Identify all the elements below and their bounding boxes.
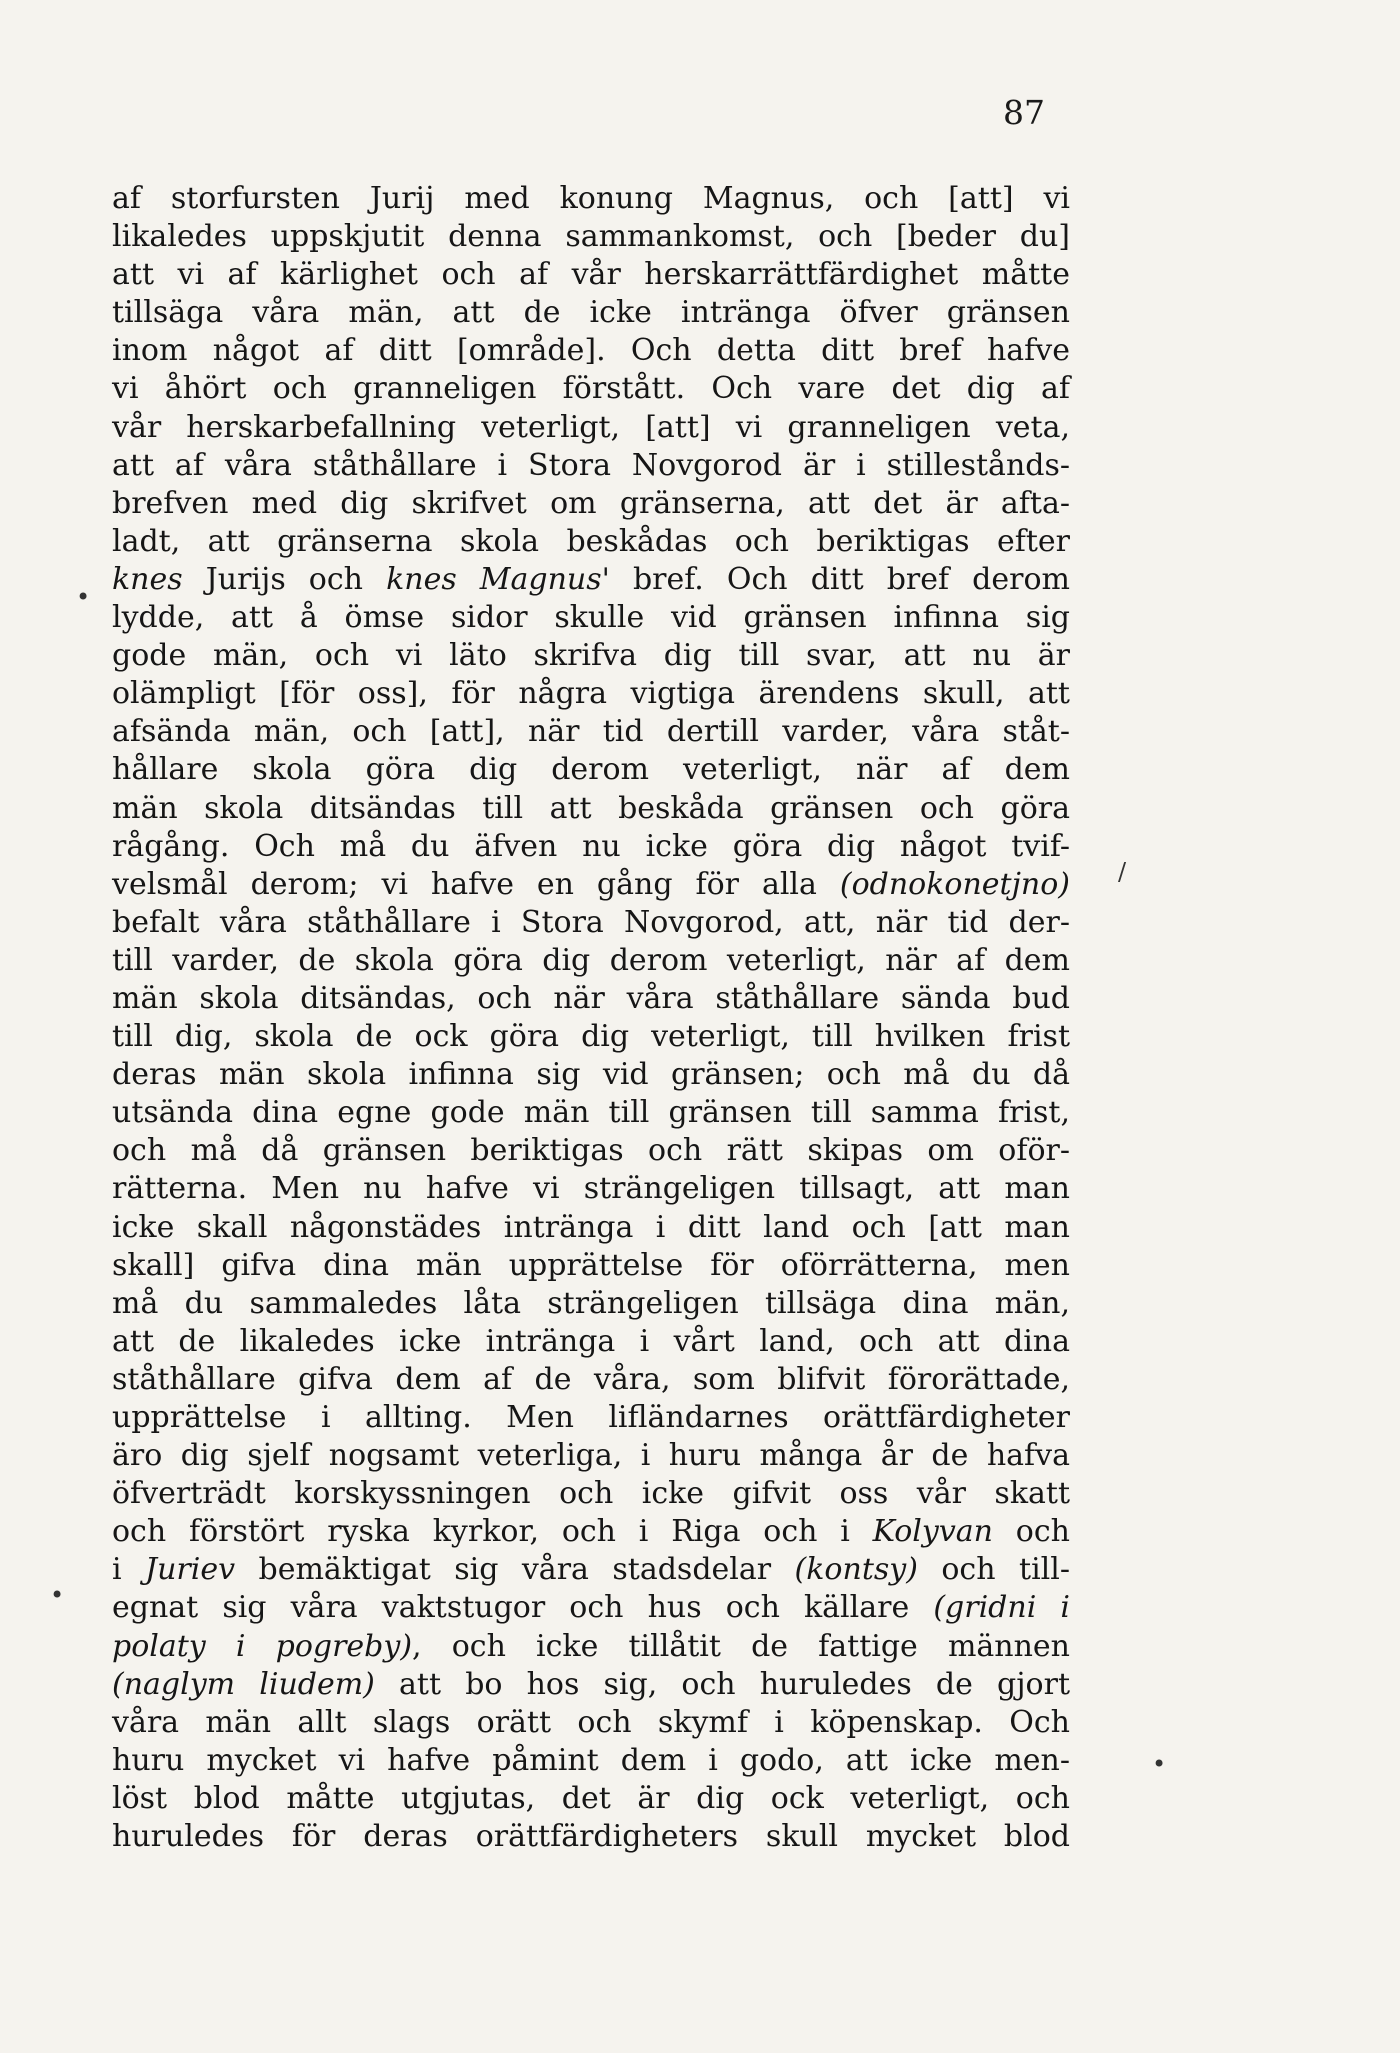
text-line: vi åhört och granneligen förstått. Och vare det dig af <box>112 371 1070 407</box>
text-line: huru mycket vi hafve påmint dem i godo, att icke men- <box>112 1742 1070 1778</box>
text-line: äro dig sjelf nogsamt veterliga, i huru många år de hafva <box>112 1438 1070 1474</box>
margin-speck: • <box>76 583 91 611</box>
body-text <box>112 180 1070 1856</box>
text-line: öfverträdt korskyssningen och icke gifvit oss vår skatt <box>112 1476 1070 1512</box>
text-line: brefven med dig skrifvet om gränserna, att det är afta- <box>112 485 1070 521</box>
text-line: vår herskarbefallning veterligt, [att] vi granneligen veta, <box>112 409 1070 445</box>
text-line: löst blod måtte utgjutas, det är dig ock veterligt, och <box>112 1780 1070 1816</box>
text-line: (naglym liudem) att bo hos sig, och huruledes de gjort <box>112 1666 1070 1702</box>
text-line: skall] gifva dina män upprättelse för oförrätterna, men <box>112 1247 1070 1283</box>
text-line: till varder, de skola göra dig derom veterligt, när af dem <box>112 942 1070 978</box>
text-line: och förstört ryska kyrkor, och i Riga och i Kolyvan och <box>112 1514 1070 1550</box>
text-line: likaledes uppskjutit denna sammankomst, och [beder du] <box>112 219 1070 255</box>
page-number: 87 <box>1003 93 1045 132</box>
text-line: icke skall någonstädes intränga i ditt land och [att man <box>112 1209 1070 1245</box>
text-line: polaty i pogreby), och icke tillåtit de fattige männen <box>112 1628 1070 1664</box>
text-line: våra män allt slags orätt och skymf i köpenskap. Och <box>112 1704 1070 1740</box>
text-line: i Juriev bemäktigat sig våra stadsdelar (kontsy) och till- <box>112 1552 1070 1588</box>
text-line: knes Jurijs och knes Magnus' bref. Och ditt bref derom <box>112 561 1070 597</box>
text-line: tillsäga våra män, att de icke intränga öfver gränsen <box>112 295 1070 331</box>
margin-speck: / <box>1118 858 1127 886</box>
text-line: velsmål derom; vi hafve en gång för alla (odnokonetjno) <box>112 866 1070 902</box>
text-line: upprättelse i allting. Men lifländarnes orättfärdigheter <box>112 1400 1070 1435</box>
text-line: afsända män, och [att], när tid dertill varder, våra ståt- <box>112 714 1070 750</box>
text-line: ståthållare gifva dem af de våra, som blifvit förorättade, <box>112 1361 1070 1397</box>
text-line: gode män, och vi läto skrifva dig till svar, att nu är <box>112 638 1070 674</box>
text-line: rätterna. Men nu hafve vi strängeligen tillsagt, att man <box>112 1171 1070 1207</box>
text-line: egnat sig våra vaktstugor och hus och källare (gridni i <box>112 1590 1070 1626</box>
text-line: af storfursten Jurij med konung Magnus, och [att] vi <box>112 181 1070 216</box>
text-line: att af våra ståthållare i Stora Novgorod är i stillestånds- <box>112 447 1070 483</box>
text-line: att de likaledes icke intränga i vårt land, och att dina <box>112 1323 1070 1359</box>
text-line: deras män skola infinna sig vid gränsen; och må du då <box>112 1057 1070 1093</box>
text-line: må du sammaledes låta strängeligen tillsäga dina män, <box>112 1285 1070 1321</box>
text-line: olämpligt [för oss], för några vigtiga ärendens skull, att <box>112 676 1070 712</box>
text-line: lydde, att å ömse sidor skulle vid gränsen infinna sig <box>112 600 1070 636</box>
text-line: inom något af ditt [område]. Och detta ditt bref hafve <box>112 333 1070 369</box>
text-line: rågång. Och må du äfven nu icke göra dig något tvif- <box>112 828 1070 864</box>
text-line: män skola ditsändas, och när våra ståthållare sända bud <box>112 980 1070 1016</box>
text-line: ladt, att gränserna skola beskådas och beriktigas efter <box>112 523 1070 559</box>
margin-speck: • <box>1152 1750 1167 1778</box>
text-line: utsända dina egne gode män till gränsen till samma frist, <box>112 1095 1070 1131</box>
margin-speck: • <box>50 1581 65 1609</box>
text-line: befalt våra ståthållare i Stora Novgorod, att, när tid der- <box>112 904 1070 940</box>
text-line: hållare skola göra dig derom veterligt, när af dem <box>112 752 1070 788</box>
text-line: män skola ditsändas till att beskåda gränsen och göra <box>112 790 1070 826</box>
text-line: till dig, skola de ock göra dig veterligt, till hvilken frist <box>112 1019 1070 1055</box>
text-line: och må då gränsen beriktigas och rätt skipas om oför- <box>112 1133 1070 1169</box>
text-line: huruledes för deras orättfärdigheters skull mycket blod <box>112 1819 1070 1855</box>
text-line: att vi af kärlighet och af vår herskarrättfärdighet måtte <box>112 257 1070 293</box>
